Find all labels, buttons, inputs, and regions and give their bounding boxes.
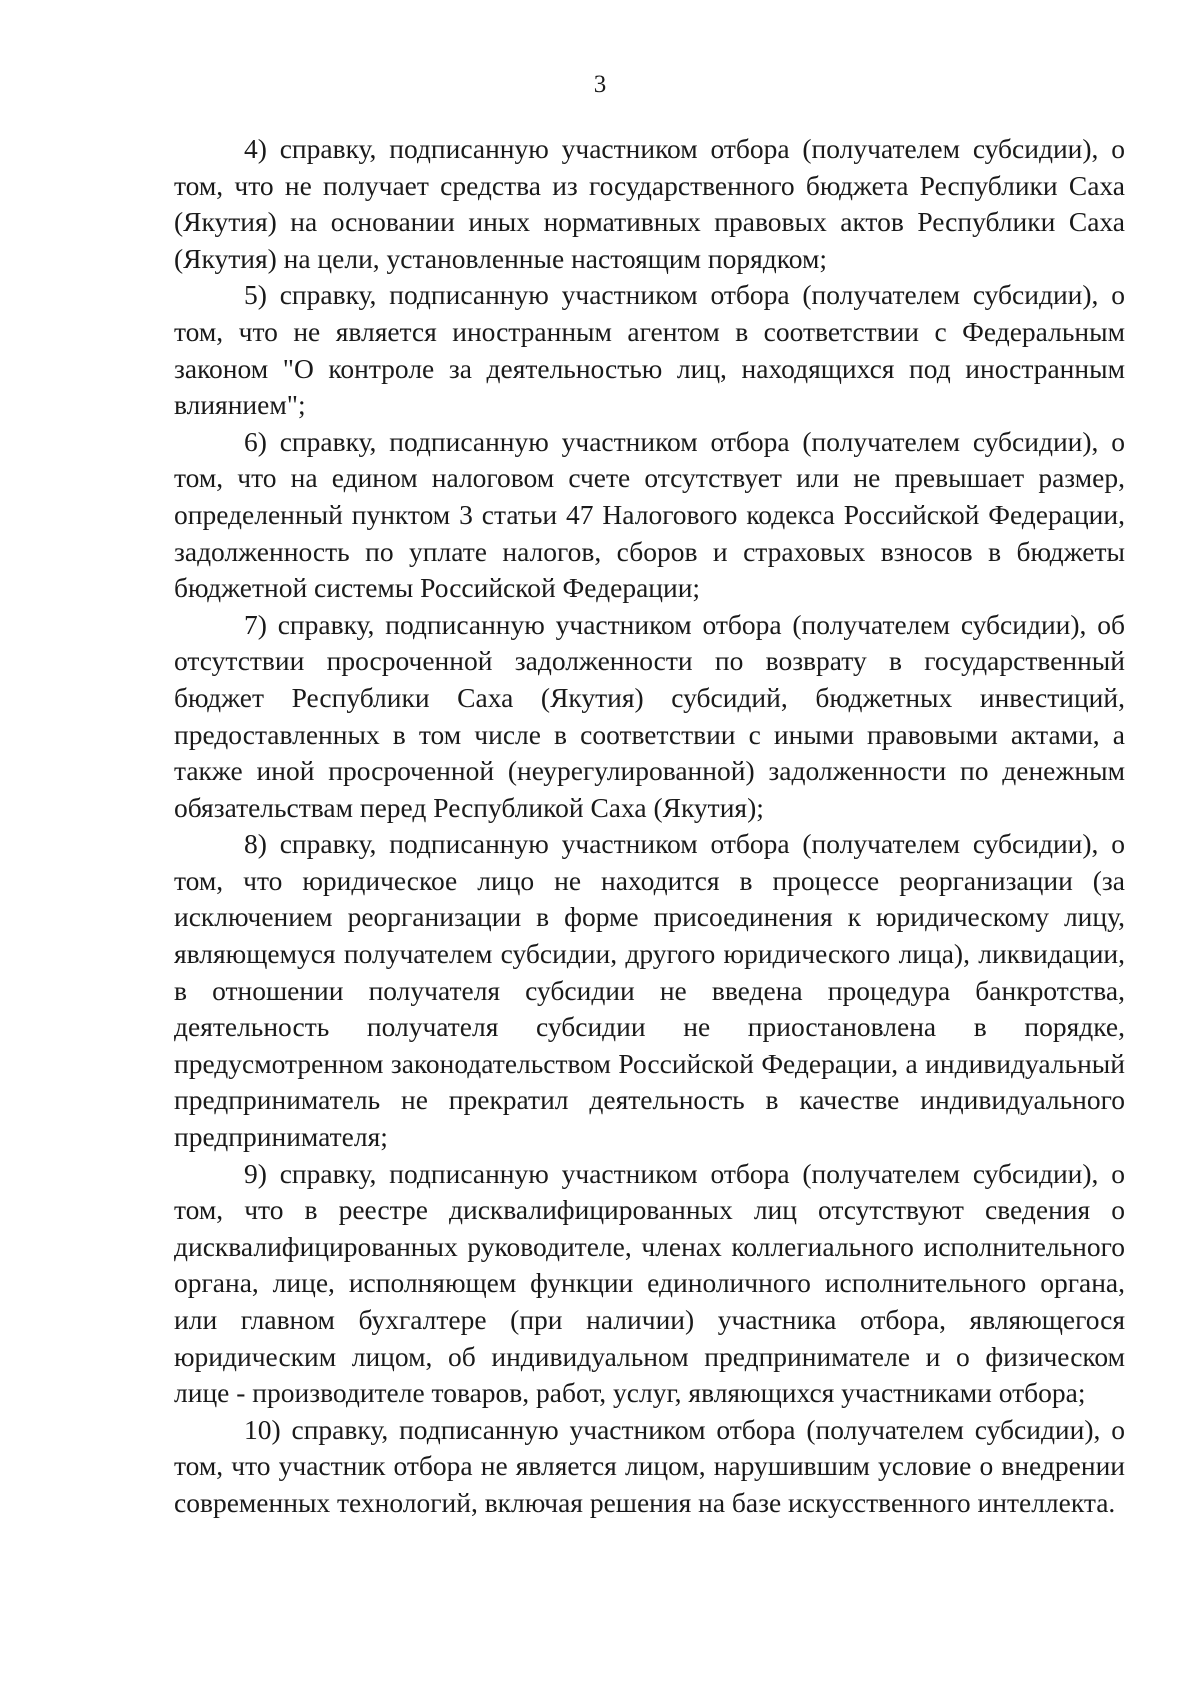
list-item-6: 6) справку, подписанную участником отбора (получателем субсидии), о том, что на едином налоговом счете отсутствует или не превышает размер, определенный пунктом 3 статьи 47 Налогового кодекса Российской Федерации, задолженность по уплате налогов, сборов и страховых взносов в бюджеты бюджетной системы Российской Федерации; (174, 425, 1125, 604)
list-item-8: 8) справку, подписанную участником отбора (получателем субсидии), о том, что юридическое лицо не находится в процессе реорганизации (за исключением реорганизации в форме присоединения к юридическому лицу, являющемуся получателем субсидии, другого юридического лица), ликвидации, в отношении получателя субсидии не введена процедура банкротства, деятельность получателя субсидии не приостановлена в порядке, предусмотренном законодательством Российской Федерации, а индивидуальный предприниматель не прекратил деятельность в качестве индивидуального предпринимателя; (174, 828, 1125, 1153)
list-item-7: 7) справку, подписанную участником отбора (получателем субсидии), об отсутствии просроченной задолженности по возврату в государственный бюджет Республики Саха (Якутия) субсидий, бюджетных инвестиций, предоставленных в том числе в соответствии с иными правовыми актами, а также иной просроченной (неурегулированной) задолженности по денежным обязательствам перед Республикой Саха (Якутия); (174, 608, 1125, 823)
list-item-10: 10) справку, подписанную участником отбора (получателем субсидии), о том, что участник отбора не является лицом, нарушившим условие о внедрении современных технологий, включая решения на базе искусственного интеллекта. (174, 1413, 1125, 1518)
list-item-5: 5) справку, подписанную участником отбора (получателем субсидии), о том, что не является иностранным агентом в соответствии с Федеральным законом "О контроле за деятельностью лиц, находящихся под иностранным влиянием"; (174, 279, 1125, 421)
page-number: 3 (593, 71, 607, 98)
document-body (174, 131, 1125, 1522)
list-item-4: 4) справку, подписанную участником отбора (получателем субсидии), о том, что не получает средства из государственного бюджета Республики Саха (Якутия) на основании иных нормативных правовых актов Республики Саха (Якутия) на цели, установленные настоящим порядком; (174, 133, 1125, 274)
list-item-9: 9) справку, подписанную участником отбора (получателем субсидии), о том, что в реестре дисквалифицированных лиц отсутствуют сведения о дисквалифицированных руководителе, членах коллегиального исполнительного органа, лице, исполняющем функции единоличного исполнительного органа, или главном бухгалтере (при наличии) участника отбора, являющегося юридическим лицом, об индивидуальном предпринимателе и о физическом лице - производителе товаров, работ, услуг, являющихся участниками отбора; (174, 1157, 1125, 1409)
